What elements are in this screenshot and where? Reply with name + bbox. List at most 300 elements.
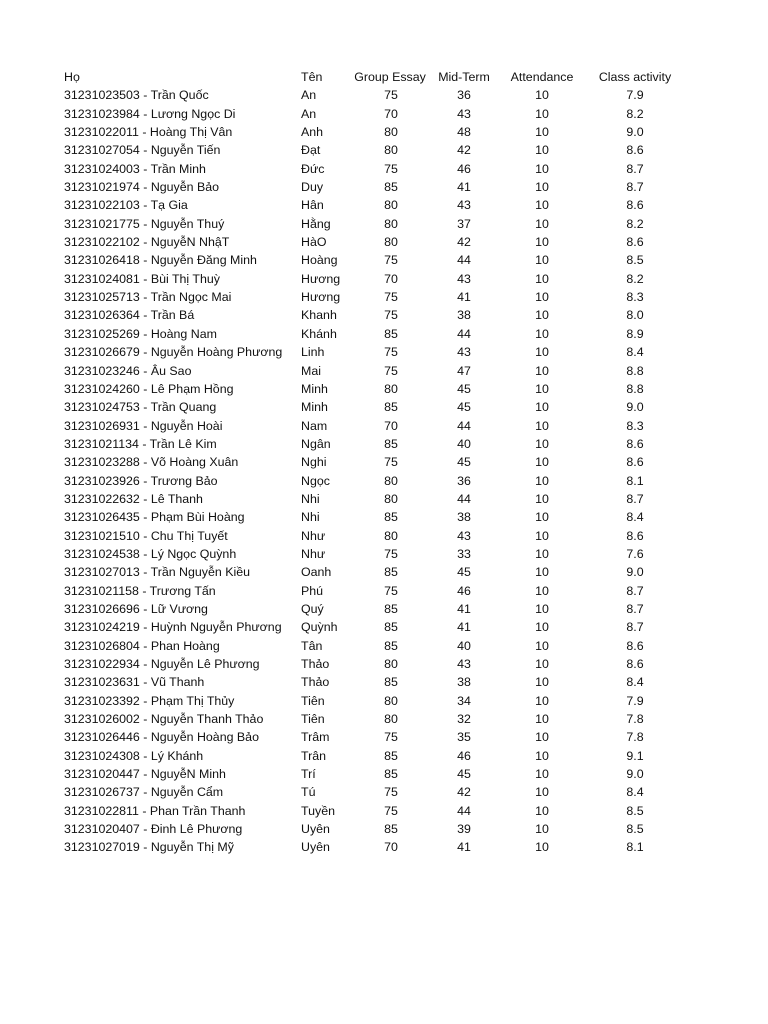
cell-attendance: 10 [535, 840, 549, 855]
table-row [0, 545, 768, 563]
cell-ten: Mai [301, 363, 321, 378]
cell-group-essay: 80 [384, 491, 398, 506]
cell-attendance: 10 [535, 290, 549, 305]
table-row [0, 123, 768, 141]
cell-ten: Hoàng [301, 253, 338, 268]
cell-mid-term: 40 [457, 638, 471, 653]
table-row [0, 233, 768, 251]
table-row [0, 343, 768, 361]
cell-ten: Anh [301, 125, 324, 140]
cell-attendance: 10 [535, 88, 549, 103]
cell-attendance: 10 [535, 216, 549, 231]
cell-class-activity: 8.8 [626, 363, 644, 378]
table-row [0, 820, 768, 838]
cell-class-activity: 8.8 [626, 381, 644, 396]
cell-group-essay: 80 [384, 657, 398, 671]
cell-class-activity: 8.4 [626, 510, 644, 525]
cell-ten: An [301, 106, 317, 121]
cell-group-essay: 75 [384, 803, 398, 818]
cell-mid-term: 43 [457, 528, 471, 543]
table-row [0, 453, 768, 471]
table-row [0, 655, 768, 673]
cell-mid-term: 46 [457, 583, 471, 598]
cell-attendance: 10 [535, 400, 549, 415]
cell-class-activity: 8.6 [626, 657, 644, 671]
table-row [0, 306, 768, 324]
table-row [0, 618, 768, 636]
cell-class-activity: 9.0 [626, 565, 644, 580]
table-row [0, 802, 768, 820]
cell-mid-term: 35 [457, 730, 471, 745]
cell-ten: Oanh [301, 565, 332, 580]
cell-mid-term: 43 [457, 271, 471, 286]
cell-class-activity: 8.0 [626, 308, 644, 323]
cell-ten: Trí [301, 767, 316, 782]
cell-ten: Hân [301, 198, 324, 213]
cell-group-essay: 85 [384, 675, 398, 690]
cell-group-essay: 85 [384, 565, 398, 580]
grade-table [0, 68, 768, 857]
cell-mid-term: 41 [457, 290, 471, 305]
cell-class-activity: 9.1 [626, 748, 644, 763]
cell-group-essay: 80 [384, 473, 398, 488]
cell-group-essay: 80 [384, 381, 398, 396]
table-row [0, 270, 768, 288]
table-row [0, 215, 768, 233]
table-row [0, 728, 768, 746]
cell-mid-term: 33 [457, 546, 471, 561]
cell-ten: Nhi [301, 510, 320, 525]
cell-ten: Hương [301, 290, 341, 305]
table-row [0, 325, 768, 343]
cell-group-essay: 75 [384, 290, 398, 305]
cell-attendance: 10 [535, 436, 549, 451]
cell-group-essay: 70 [384, 418, 398, 433]
cell-ten: Tiên [301, 712, 325, 727]
cell-mid-term: 42 [457, 143, 471, 158]
cell-class-activity: 8.3 [626, 290, 644, 305]
cell-class-activity: 8.7 [626, 583, 644, 598]
cell-ten: Như [301, 528, 326, 543]
cell-attendance: 10 [535, 418, 549, 433]
table-row [0, 435, 768, 453]
cell-ho: 31231023246 - Âu Sao [64, 363, 192, 378]
cell-attendance: 10 [535, 528, 549, 543]
cell-group-essay: 75 [384, 253, 398, 268]
cell-mid-term: 43 [457, 657, 471, 671]
cell-mid-term: 34 [457, 693, 471, 708]
cell-class-activity: 8.6 [626, 638, 644, 653]
table-row [0, 417, 768, 435]
cell-ho: 31231024260 - Lê Phạm Hồng [64, 381, 234, 396]
cell-attendance: 10 [535, 546, 549, 561]
cell-ten: Tuyền [301, 803, 335, 818]
cell-ho: 31231024219 - Huỳnh Nguyễn Phương [64, 620, 282, 635]
cell-group-essay: 75 [384, 546, 398, 561]
table-row [0, 141, 768, 159]
cell-mid-term: 44 [457, 326, 471, 341]
cell-attendance: 10 [535, 491, 549, 506]
cell-group-essay: 75 [384, 308, 398, 323]
table-row [0, 765, 768, 783]
cell-attendance: 10 [535, 326, 549, 341]
cell-mid-term: 40 [457, 436, 471, 451]
cell-attendance: 10 [535, 198, 549, 213]
cell-group-essay: 80 [384, 216, 398, 231]
cell-group-essay: 80 [384, 528, 398, 543]
cell-attendance: 10 [535, 601, 549, 616]
cell-attendance: 10 [535, 510, 549, 525]
cell-attendance: 10 [535, 161, 549, 176]
cell-ho: 31231022632 - Lê Thanh [64, 491, 203, 506]
cell-attendance: 10 [535, 822, 549, 837]
table-row [0, 673, 768, 691]
cell-group-essay: 85 [384, 620, 398, 635]
cell-group-essay: 80 [384, 198, 398, 213]
cell-attendance: 10 [535, 730, 549, 745]
cell-class-activity: 8.2 [626, 271, 644, 286]
cell-class-activity: 9.0 [626, 125, 644, 140]
cell-attendance: 10 [535, 106, 549, 121]
cell-mid-term: 43 [457, 106, 471, 121]
cell-ten: Nghi [301, 455, 327, 470]
cell-mid-term: 38 [457, 308, 471, 323]
cell-mid-term: 45 [457, 400, 471, 415]
cell-attendance: 10 [535, 180, 549, 195]
cell-attendance: 10 [535, 473, 549, 488]
cell-class-activity: 8.4 [626, 345, 644, 360]
cell-ho: 31231021775 - Nguyễn Thuý [64, 216, 225, 231]
cell-group-essay: 80 [384, 693, 398, 708]
cell-ten: Như [301, 546, 326, 561]
cell-attendance: 10 [535, 308, 549, 323]
cell-ho: 31231027019 - Nguyễn Thị Mỹ [64, 840, 234, 855]
cell-class-activity: 8.5 [626, 803, 644, 818]
cell-ten: Hương [301, 271, 341, 286]
cell-class-activity: 7.8 [626, 712, 644, 727]
cell-ten: Đức [301, 161, 325, 176]
header-ten: Tên [301, 70, 323, 84]
cell-ten: Nam [301, 418, 328, 433]
cell-mid-term: 45 [457, 767, 471, 782]
cell-ten: Nhi [301, 491, 320, 506]
cell-attendance: 10 [535, 565, 549, 580]
header-class-activity: Class activity [598, 70, 672, 84]
cell-class-activity: 8.6 [626, 235, 644, 250]
cell-ten: Trâm [301, 730, 330, 745]
cell-ten: Uyên [301, 840, 330, 855]
cell-ten: Linh [301, 345, 325, 360]
cell-attendance: 10 [535, 143, 549, 158]
cell-mid-term: 44 [457, 253, 471, 268]
cell-group-essay: 85 [384, 638, 398, 653]
cell-attendance: 10 [535, 767, 549, 782]
cell-mid-term: 32 [457, 712, 471, 727]
table-row [0, 838, 768, 856]
cell-class-activity: 8.6 [626, 143, 644, 158]
cell-ten: Đạt [301, 143, 321, 158]
cell-class-activity: 7.8 [626, 730, 644, 745]
cell-group-essay: 80 [384, 125, 398, 140]
cell-group-essay: 75 [384, 88, 398, 103]
cell-ho: 31231023392 - Phạm Thị Thủy [64, 693, 235, 708]
table-row [0, 508, 768, 526]
cell-ten: Ngân [301, 436, 331, 451]
cell-ho: 31231023288 - Võ Hoàng Xuân [64, 455, 239, 470]
cell-ten: Phú [301, 583, 324, 598]
cell-group-essay: 75 [384, 785, 398, 800]
cell-class-activity: 8.7 [626, 161, 644, 176]
cell-class-activity: 8.7 [626, 180, 644, 195]
cell-ho: 31231025713 - Trần Ngọc Mai [64, 290, 232, 305]
cell-ho: 31231026931 - Nguyễn Hoài [64, 418, 223, 433]
cell-ho: 31231024308 - Lý Khánh [64, 748, 204, 763]
cell-class-activity: 8.2 [626, 106, 644, 121]
cell-ho: 31231026737 - Nguyễn Cẩm [64, 785, 224, 800]
cell-ten: Khanh [301, 308, 337, 323]
cell-group-essay: 70 [384, 106, 398, 121]
cell-mid-term: 44 [457, 491, 471, 506]
cell-mid-term: 36 [457, 88, 471, 103]
cell-attendance: 10 [535, 803, 549, 818]
cell-group-essay: 85 [384, 748, 398, 763]
cell-class-activity: 8.3 [626, 418, 644, 433]
cell-attendance: 10 [535, 271, 549, 286]
cell-mid-term: 43 [457, 345, 471, 360]
cell-class-activity: 8.5 [626, 253, 644, 268]
cell-attendance: 10 [535, 693, 549, 708]
cell-class-activity: 8.7 [626, 491, 644, 506]
cell-ho: 31231024003 - Trần Minh [64, 161, 206, 176]
cell-mid-term: 36 [457, 473, 471, 488]
cell-ho: 31231023926 - Trương Bảo [64, 473, 218, 488]
cell-group-essay: 75 [384, 363, 398, 378]
table-row [0, 747, 768, 765]
header-ho: Họ [64, 70, 80, 84]
table-row [0, 600, 768, 618]
cell-mid-term: 45 [457, 455, 471, 470]
cell-ho: 31231026446 - Nguyễn Hoàng Bảo [64, 730, 259, 745]
header-row [0, 68, 768, 86]
cell-mid-term: 45 [457, 381, 471, 396]
table-row [0, 196, 768, 214]
cell-group-essay: 75 [384, 345, 398, 360]
cell-group-essay: 85 [384, 180, 398, 195]
cell-mid-term: 42 [457, 785, 471, 800]
cell-ten: Tú [301, 785, 316, 800]
table-row [0, 362, 768, 380]
cell-attendance: 10 [535, 675, 549, 690]
table-row [0, 380, 768, 398]
table-row [0, 105, 768, 123]
cell-attendance: 10 [535, 785, 549, 800]
cell-class-activity: 8.2 [626, 216, 644, 231]
cell-class-activity: 7.9 [626, 693, 644, 708]
cell-class-activity: 7.9 [626, 88, 644, 103]
cell-ho: 31231023984 - Lương Ngọc Di [64, 106, 236, 121]
cell-ho: 31231021158 - Trương Tấn [64, 583, 216, 598]
cell-attendance: 10 [535, 712, 549, 727]
cell-ho: 31231026002 - Nguyễn Thanh Thảo [64, 712, 264, 727]
cell-attendance: 10 [535, 657, 549, 671]
cell-group-essay: 80 [384, 235, 398, 250]
cell-ten: Thảo [301, 675, 330, 690]
cell-mid-term: 48 [457, 125, 471, 140]
cell-ten: Ngọc [301, 473, 330, 488]
cell-attendance: 10 [535, 381, 549, 396]
cell-group-essay: 85 [384, 767, 398, 782]
cell-class-activity: 9.0 [626, 767, 644, 782]
cell-ten: Hằng [301, 216, 331, 231]
cell-mid-term: 44 [457, 418, 471, 433]
cell-class-activity: 8.6 [626, 528, 644, 543]
cell-ten: Uyên [301, 822, 330, 837]
cell-class-activity: 8.4 [626, 675, 644, 690]
cell-attendance: 10 [535, 583, 549, 598]
cell-group-essay: 85 [384, 326, 398, 341]
cell-ho: 31231026696 - Lữ Vương [64, 601, 208, 616]
cell-class-activity: 8.9 [626, 326, 644, 341]
cell-mid-term: 46 [457, 748, 471, 763]
cell-class-activity: 8.6 [626, 455, 644, 470]
cell-mid-term: 41 [457, 601, 471, 616]
table-row [0, 582, 768, 600]
cell-attendance: 10 [535, 125, 549, 140]
cell-ho: 31231021974 - Nguyễn Bảo [64, 180, 220, 195]
cell-class-activity: 8.7 [626, 620, 644, 635]
cell-ho: 31231023503 - Trần Quốc [64, 88, 209, 103]
table-row [0, 637, 768, 655]
cell-mid-term: 45 [457, 565, 471, 580]
cell-group-essay: 70 [384, 271, 398, 286]
cell-group-essay: 75 [384, 455, 398, 470]
cell-class-activity: 8.6 [626, 436, 644, 451]
table-row [0, 398, 768, 416]
cell-ho: 31231021134 - Trần Lê Kim [64, 436, 217, 451]
cell-class-activity: 9.0 [626, 400, 644, 415]
cell-ten: Tiên [301, 693, 325, 708]
cell-ten: Minh [301, 381, 328, 396]
cell-ten: Khánh [301, 326, 337, 341]
table-row [0, 527, 768, 545]
cell-group-essay: 75 [384, 583, 398, 598]
cell-class-activity: 8.5 [626, 822, 644, 837]
cell-mid-term: 39 [457, 822, 471, 837]
cell-group-essay: 85 [384, 436, 398, 451]
table-body [0, 86, 768, 856]
table-row [0, 692, 768, 710]
table-row [0, 783, 768, 801]
cell-ho: 31231022102 - NguyễN NhậT [64, 235, 230, 250]
cell-ten: Thảo [301, 657, 330, 671]
cell-ho: 31231024081 - Bùi Thị Thuỳ [64, 271, 220, 286]
cell-mid-term: 38 [457, 510, 471, 525]
cell-ten: An [301, 88, 317, 103]
cell-attendance: 10 [535, 455, 549, 470]
cell-ho: 31231022811 - Phan Trần Thanh [64, 803, 246, 818]
cell-class-activity: 8.7 [626, 601, 644, 616]
cell-ho: 31231026435 - Phạm Bùi Hoàng [64, 510, 245, 525]
header-group-essay: Group Essay [354, 70, 426, 84]
cell-mid-term: 37 [457, 216, 471, 231]
cell-class-activity: 8.6 [626, 198, 644, 213]
cell-ho: 31231022103 - Tạ Gia [64, 198, 188, 213]
cell-mid-term: 43 [457, 198, 471, 213]
cell-ho: 31231020407 - Đinh Lê Phương [64, 822, 243, 837]
cell-mid-term: 44 [457, 803, 471, 818]
cell-ten: HàO [301, 235, 327, 250]
cell-ho: 31231021510 - Chu Thị Tuyết [64, 528, 228, 543]
header-mid-term: Mid-Term [438, 70, 490, 84]
cell-group-essay: 70 [384, 840, 398, 855]
cell-mid-term: 41 [457, 620, 471, 635]
table-row [0, 490, 768, 508]
cell-ten: Tân [301, 638, 323, 653]
cell-group-essay: 85 [384, 822, 398, 837]
cell-ho: 31231022011 - Hoàng Thị Vân [64, 125, 233, 140]
table-row [0, 563, 768, 581]
cell-ho: 31231022934 - Nguyễn Lê Phương [64, 657, 260, 671]
cell-class-activity: 8.4 [626, 785, 644, 800]
cell-ho: 31231026364 - Trần Bá [64, 308, 195, 323]
table-row [0, 86, 768, 104]
cell-ten: Minh [301, 400, 328, 415]
cell-attendance: 10 [535, 748, 549, 763]
cell-mid-term: 41 [457, 840, 471, 855]
cell-ho: 31231026804 - Phan Hoàng [64, 638, 220, 653]
cell-attendance: 10 [535, 363, 549, 378]
cell-ho: 31231023631 - Vũ Thanh [64, 675, 205, 690]
cell-ho: 31231026418 - Nguyễn Đăng Minh [64, 253, 257, 268]
cell-mid-term: 41 [457, 180, 471, 195]
table-row [0, 288, 768, 306]
cell-ho: 31231026679 - Nguyễn Hoàng Phương [64, 345, 283, 360]
cell-ten: Quỳnh [301, 620, 338, 635]
cell-mid-term: 46 [457, 161, 471, 176]
cell-group-essay: 85 [384, 400, 398, 415]
cell-ho: 31231027013 - Trần Nguyễn Kiều [64, 565, 250, 580]
cell-group-essay: 80 [384, 143, 398, 158]
cell-class-activity: 7.6 [626, 546, 644, 561]
cell-group-essay: 85 [384, 510, 398, 525]
cell-ho: 31231027054 - Nguyễn Tiến [64, 143, 221, 158]
cell-class-activity: 8.1 [626, 840, 644, 855]
cell-ten: Quý [301, 601, 324, 616]
cell-group-essay: 85 [384, 601, 398, 616]
cell-attendance: 10 [535, 638, 549, 653]
cell-ho: 31231020447 - NguyễN Minh [64, 767, 226, 782]
cell-ten: Trân [301, 748, 327, 763]
cell-mid-term: 42 [457, 235, 471, 250]
cell-attendance: 10 [535, 235, 549, 250]
cell-attendance: 10 [535, 620, 549, 635]
table-row [0, 710, 768, 728]
cell-mid-term: 47 [457, 363, 471, 378]
table-row [0, 472, 768, 490]
cell-attendance: 10 [535, 253, 549, 268]
cell-group-essay: 80 [384, 712, 398, 727]
cell-class-activity: 8.1 [626, 473, 644, 488]
cell-ho: 31231024538 - Lý Ngọc Quỳnh [64, 546, 237, 561]
table-row [0, 251, 768, 269]
table-row [0, 178, 768, 196]
cell-group-essay: 75 [384, 161, 398, 176]
header-attendance: Attendance [510, 70, 574, 84]
cell-attendance: 10 [535, 345, 549, 360]
cell-ten: Duy [301, 180, 324, 195]
cell-mid-term: 38 [457, 675, 471, 690]
table-row [0, 160, 768, 178]
